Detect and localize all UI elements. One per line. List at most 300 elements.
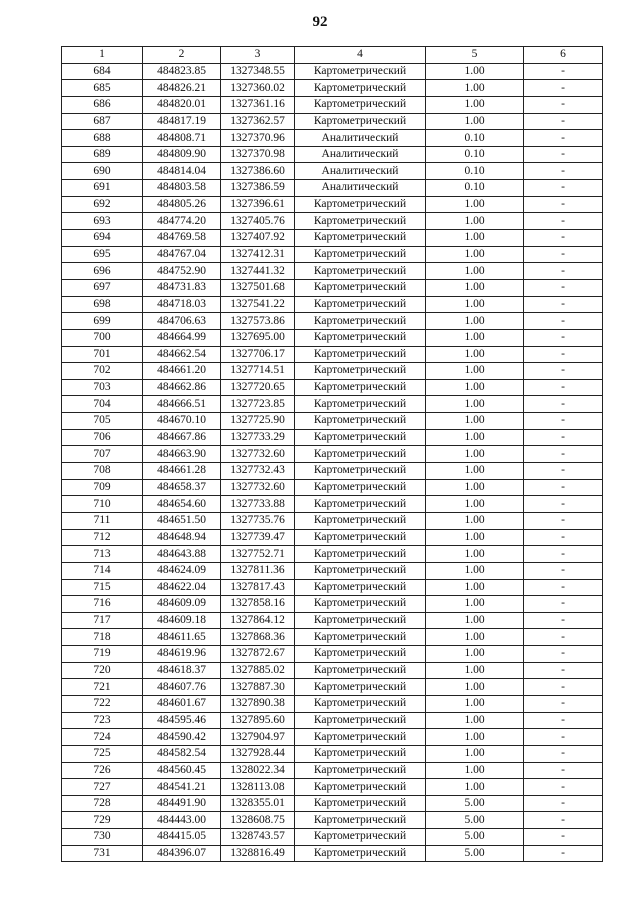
table-cell: 1.00 [426, 346, 524, 363]
table-cell: 710 [62, 496, 143, 513]
table-cell: - [524, 729, 603, 746]
table-cell: - [524, 80, 603, 97]
table-cell: Картометрический [295, 745, 426, 762]
table-cell: 1328113.08 [221, 779, 295, 796]
table-cell: 1.00 [426, 363, 524, 380]
table-cell: Картометрический [295, 63, 426, 80]
table-cell: 1327868.36 [221, 629, 295, 646]
column-header: 4 [295, 47, 426, 64]
table-cell: - [524, 812, 603, 829]
table-cell: - [524, 180, 603, 197]
table-cell: Картометрический [295, 496, 426, 513]
table-cell: 685 [62, 80, 143, 97]
table-body [62, 63, 603, 862]
table-cell: Картометрический [295, 113, 426, 130]
table-cell: 689 [62, 146, 143, 163]
table-row [62, 163, 603, 180]
table-cell: 1.00 [426, 596, 524, 613]
table-cell: 1.00 [426, 113, 524, 130]
table-cell: Картометрический [295, 662, 426, 679]
table-cell: 1327732.60 [221, 446, 295, 463]
table-cell: - [524, 762, 603, 779]
table-cell: 1328816.49 [221, 845, 295, 862]
table-cell: 1.00 [426, 96, 524, 113]
table-cell: 719 [62, 646, 143, 663]
table-cell: - [524, 612, 603, 629]
table-cell: Картометрический [295, 396, 426, 413]
table-cell: 1327361.16 [221, 96, 295, 113]
table-cell: 717 [62, 612, 143, 629]
table-cell: - [524, 313, 603, 330]
table-cell: 729 [62, 812, 143, 829]
table-cell: 1.00 [426, 329, 524, 346]
table-row [62, 463, 603, 480]
table-row [62, 795, 603, 812]
column-header: 2 [143, 47, 221, 64]
table-cell: 704 [62, 396, 143, 413]
table-row [62, 612, 603, 629]
table-cell: 1.00 [426, 712, 524, 729]
table-cell: 484560.45 [143, 762, 221, 779]
table-row [62, 479, 603, 496]
table-cell: 484823.85 [143, 63, 221, 80]
table-cell: - [524, 429, 603, 446]
table-row [62, 130, 603, 147]
table-cell: Картометрический [295, 413, 426, 430]
table-cell: - [524, 845, 603, 862]
table-cell: 484767.04 [143, 246, 221, 263]
table-cell: 1327573.86 [221, 313, 295, 330]
table-cell: 484601.67 [143, 695, 221, 712]
table-cell: Аналитический [295, 130, 426, 147]
table-cell: 1327752.71 [221, 546, 295, 563]
table-cell: Картометрический [295, 446, 426, 463]
table-cell: 1.00 [426, 213, 524, 230]
table-cell: 698 [62, 296, 143, 313]
table-cell: - [524, 629, 603, 646]
table-cell: 484667.86 [143, 429, 221, 446]
table-cell: 692 [62, 196, 143, 213]
column-header: 6 [524, 47, 603, 64]
table-cell: - [524, 96, 603, 113]
table-cell: 1327928.44 [221, 745, 295, 762]
table-cell: 695 [62, 246, 143, 263]
table-cell: 484582.54 [143, 745, 221, 762]
table-cell: Картометрический [295, 279, 426, 296]
table-row [62, 96, 603, 113]
table-row [62, 180, 603, 197]
table-cell: Картометрический [295, 196, 426, 213]
table-cell: 1.00 [426, 296, 524, 313]
table-cell: 484664.99 [143, 329, 221, 346]
table-cell: 1.00 [426, 263, 524, 280]
table-cell: 5.00 [426, 829, 524, 846]
table-cell: 1327904.97 [221, 729, 295, 746]
table-cell: 1327811.36 [221, 562, 295, 579]
table-cell: 1.00 [426, 679, 524, 696]
table-cell: 484590.42 [143, 729, 221, 746]
table-cell: 731 [62, 845, 143, 862]
table-row [62, 346, 603, 363]
table-cell: Картометрический [295, 762, 426, 779]
table-cell: 484808.71 [143, 130, 221, 147]
table-cell: - [524, 246, 603, 263]
table-cell: - [524, 779, 603, 796]
table-cell: Картометрический [295, 695, 426, 712]
table-cell: 484661.28 [143, 463, 221, 480]
table-cell: Картометрический [295, 429, 426, 446]
table-cell: 1.00 [426, 313, 524, 330]
table-cell: - [524, 529, 603, 546]
table-cell: 5.00 [426, 795, 524, 812]
table-cell: 1.00 [426, 196, 524, 213]
table-cell: 484651.50 [143, 512, 221, 529]
table-row [62, 379, 603, 396]
table-cell: 1.00 [426, 246, 524, 263]
table-cell: 1327732.43 [221, 463, 295, 480]
table-cell: Картометрический [295, 313, 426, 330]
table-cell: 696 [62, 263, 143, 280]
table-cell: Картометрический [295, 246, 426, 263]
table-cell: 1327739.47 [221, 529, 295, 546]
table-cell: - [524, 413, 603, 430]
table-cell: 484706.63 [143, 313, 221, 330]
table-cell: 484624.09 [143, 562, 221, 579]
table-cell: 484491.90 [143, 795, 221, 812]
table-cell: 700 [62, 329, 143, 346]
table-cell: - [524, 712, 603, 729]
table-cell: - [524, 479, 603, 496]
table-cell: 484817.19 [143, 113, 221, 130]
table-cell: - [524, 695, 603, 712]
table-cell: 707 [62, 446, 143, 463]
table-cell: 1327370.98 [221, 146, 295, 163]
table-row [62, 629, 603, 646]
table-cell: 1327720.65 [221, 379, 295, 396]
table-cell: 484619.96 [143, 646, 221, 663]
table-cell: Картометрический [295, 612, 426, 629]
table-cell: 1327362.57 [221, 113, 295, 130]
table-cell: - [524, 196, 603, 213]
table-cell: 1.00 [426, 662, 524, 679]
table-cell: 703 [62, 379, 143, 396]
table-cell: - [524, 346, 603, 363]
column-header: 1 [62, 47, 143, 64]
table-cell: 1327412.31 [221, 246, 295, 263]
table-cell: Картометрический [295, 213, 426, 230]
table-cell: Картометрический [295, 296, 426, 313]
table-cell: 691 [62, 180, 143, 197]
table-cell: 484814.04 [143, 163, 221, 180]
table-row [62, 263, 603, 280]
table-cell: - [524, 146, 603, 163]
table-cell: 1328355.01 [221, 795, 295, 812]
table-cell: Картометрический [295, 712, 426, 729]
table-cell: 484396.07 [143, 845, 221, 862]
table-cell: 1327733.29 [221, 429, 295, 446]
table-cell: 484661.20 [143, 363, 221, 380]
table-cell: 724 [62, 729, 143, 746]
table-cell: 697 [62, 279, 143, 296]
table-cell: Картометрический [295, 230, 426, 247]
table-cell: 484654.60 [143, 496, 221, 513]
table-cell: 1327872.67 [221, 646, 295, 663]
table-cell: 484595.46 [143, 712, 221, 729]
table-row [62, 413, 603, 430]
table-row [62, 679, 603, 696]
table-row [62, 579, 603, 596]
table-cell: 1327348.55 [221, 63, 295, 80]
table-cell: Картометрический [295, 529, 426, 546]
table-cell: - [524, 279, 603, 296]
table-cell: 694 [62, 230, 143, 247]
table-cell: 708 [62, 463, 143, 480]
table-row [62, 812, 603, 829]
table-cell: 686 [62, 96, 143, 113]
table-cell: 484663.90 [143, 446, 221, 463]
table-cell: 1.00 [426, 479, 524, 496]
table-cell: 484769.58 [143, 230, 221, 247]
table-cell: 1327695.00 [221, 329, 295, 346]
table-cell: 1327887.30 [221, 679, 295, 696]
table-cell: Картометрический [295, 729, 426, 746]
table-cell: 484820.01 [143, 96, 221, 113]
table-row [62, 646, 603, 663]
table-cell: - [524, 745, 603, 762]
table-cell: Картометрический [295, 579, 426, 596]
table-cell: 1328022.34 [221, 762, 295, 779]
table-row [62, 695, 603, 712]
table-cell: 484670.10 [143, 413, 221, 430]
column-header: 3 [221, 47, 295, 64]
table-cell: 1.00 [426, 546, 524, 563]
table-row [62, 762, 603, 779]
table-cell: 1.00 [426, 512, 524, 529]
table-cell: 484611.65 [143, 629, 221, 646]
table-cell: 688 [62, 130, 143, 147]
table-row [62, 712, 603, 729]
table-cell: 1327386.60 [221, 163, 295, 180]
table-cell: 1.00 [426, 63, 524, 80]
table-row [62, 429, 603, 446]
table-cell: 1.00 [426, 762, 524, 779]
table-row [62, 296, 603, 313]
table-cell: 484609.18 [143, 612, 221, 629]
table-cell: 687 [62, 113, 143, 130]
table-header-row [62, 47, 603, 64]
table-cell: 1327714.51 [221, 363, 295, 380]
table-cell: 1327405.76 [221, 213, 295, 230]
table-cell: 1327396.61 [221, 196, 295, 213]
table-cell: Картометрический [295, 829, 426, 846]
table-cell: - [524, 446, 603, 463]
table-row [62, 845, 603, 862]
table-cell: 1327895.60 [221, 712, 295, 729]
table-cell: 0.10 [426, 163, 524, 180]
table-cell: 484648.94 [143, 529, 221, 546]
table-cell: 484718.03 [143, 296, 221, 313]
table-row [62, 113, 603, 130]
table-cell: 728 [62, 795, 143, 812]
table-cell: 484826.21 [143, 80, 221, 97]
table-cell: 1327386.59 [221, 180, 295, 197]
table-row [62, 246, 603, 263]
table-row [62, 329, 603, 346]
table-cell: 484622.04 [143, 579, 221, 596]
table-cell: 484607.76 [143, 679, 221, 696]
table-row [62, 396, 603, 413]
table-cell: - [524, 130, 603, 147]
table-cell: 1.00 [426, 279, 524, 296]
table-cell: 1327407.92 [221, 230, 295, 247]
table-cell: - [524, 646, 603, 663]
table-cell: 0.10 [426, 130, 524, 147]
table-cell: 690 [62, 163, 143, 180]
table-cell: 715 [62, 579, 143, 596]
table-cell: 1327732.60 [221, 479, 295, 496]
table-cell: Картометрический [295, 845, 426, 862]
table-row [62, 745, 603, 762]
table-cell: Картометрический [295, 379, 426, 396]
table-cell: 709 [62, 479, 143, 496]
table-cell: - [524, 163, 603, 180]
table-cell: Картометрический [295, 96, 426, 113]
table-cell: 484666.51 [143, 396, 221, 413]
table-cell: - [524, 396, 603, 413]
table-cell: 1.00 [426, 230, 524, 247]
table-row [62, 80, 603, 97]
table-cell: Картометрический [295, 512, 426, 529]
table-cell: 1.00 [426, 396, 524, 413]
table-cell: 720 [62, 662, 143, 679]
table-cell: - [524, 63, 603, 80]
table-cell: 1.00 [426, 779, 524, 796]
table-cell: 484752.90 [143, 263, 221, 280]
column-header: 5 [426, 47, 524, 64]
table-cell: - [524, 379, 603, 396]
table-cell: 1327733.88 [221, 496, 295, 513]
table-cell: 1327370.96 [221, 130, 295, 147]
table-row [62, 446, 603, 463]
table-cell: 484415.05 [143, 829, 221, 846]
table-cell: 1327885.02 [221, 662, 295, 679]
table-cell: 718 [62, 629, 143, 646]
table-cell: 1328743.57 [221, 829, 295, 846]
table-cell: - [524, 213, 603, 230]
table-cell: - [524, 562, 603, 579]
table-cell: Картометрический [295, 263, 426, 280]
table-cell: 706 [62, 429, 143, 446]
table-cell: 727 [62, 779, 143, 796]
table-cell: 1.00 [426, 429, 524, 446]
table-cell: 1.00 [426, 80, 524, 97]
table-row [62, 196, 603, 213]
table-cell: Картометрический [295, 80, 426, 97]
table-cell: 484809.90 [143, 146, 221, 163]
table-cell: 484541.21 [143, 779, 221, 796]
table-cell: 726 [62, 762, 143, 779]
table-cell: Картометрический [295, 463, 426, 480]
table-cell: 722 [62, 695, 143, 712]
table-cell: 1.00 [426, 579, 524, 596]
table-cell: 1327735.76 [221, 512, 295, 529]
table-row [62, 363, 603, 380]
table-row [62, 512, 603, 529]
table-cell: - [524, 596, 603, 613]
table-cell: 484662.86 [143, 379, 221, 396]
table-cell: 1.00 [426, 695, 524, 712]
table-cell: Аналитический [295, 146, 426, 163]
table-cell: - [524, 795, 603, 812]
table-cell: 1.00 [426, 562, 524, 579]
table-row [62, 546, 603, 563]
table-cell: - [524, 829, 603, 846]
table-cell: 699 [62, 313, 143, 330]
table-cell: - [524, 662, 603, 679]
table-cell: - [524, 296, 603, 313]
table-cell: 1.00 [426, 379, 524, 396]
table-cell: - [524, 579, 603, 596]
table-cell: 484662.54 [143, 346, 221, 363]
table-cell: 725 [62, 745, 143, 762]
table-cell: 484805.26 [143, 196, 221, 213]
table-cell: 484443.00 [143, 812, 221, 829]
table-cell: 484618.37 [143, 662, 221, 679]
table-row [62, 146, 603, 163]
table-cell: Картометрический [295, 363, 426, 380]
table-cell: 1.00 [426, 463, 524, 480]
table-cell: Картометрический [295, 562, 426, 579]
table-cell: 1327541.22 [221, 296, 295, 313]
table-cell: 1327890.38 [221, 695, 295, 712]
table-cell: - [524, 329, 603, 346]
table-cell: 1.00 [426, 729, 524, 746]
table-cell: Аналитический [295, 163, 426, 180]
table-cell: 484609.09 [143, 596, 221, 613]
table-cell: Картометрический [295, 479, 426, 496]
table-row [62, 662, 603, 679]
table-cell: 713 [62, 546, 143, 563]
table-cell: 484774.20 [143, 213, 221, 230]
table-cell: 705 [62, 413, 143, 430]
table-row [62, 729, 603, 746]
page-number: 92 [312, 14, 328, 30]
table-cell: Аналитический [295, 180, 426, 197]
table-cell: 711 [62, 512, 143, 529]
table-cell: - [524, 363, 603, 380]
table-cell: Картометрический [295, 779, 426, 796]
table-cell: 693 [62, 213, 143, 230]
table-cell: 714 [62, 562, 143, 579]
table-cell: Картометрический [295, 546, 426, 563]
table-cell: 723 [62, 712, 143, 729]
table-row [62, 829, 603, 846]
table-cell: 1327858.16 [221, 596, 295, 613]
table-row [62, 562, 603, 579]
table-cell: 484643.88 [143, 546, 221, 563]
table-cell: Картометрический [295, 795, 426, 812]
table-cell: - [524, 512, 603, 529]
table-cell: 730 [62, 829, 143, 846]
table-cell: 716 [62, 596, 143, 613]
table-cell: 484658.37 [143, 479, 221, 496]
table-cell: - [524, 230, 603, 247]
table-cell: 1328608.75 [221, 812, 295, 829]
table-cell: 1327864.12 [221, 612, 295, 629]
table-cell: 1327725.90 [221, 413, 295, 430]
table-cell: - [524, 546, 603, 563]
table-cell: 702 [62, 363, 143, 380]
